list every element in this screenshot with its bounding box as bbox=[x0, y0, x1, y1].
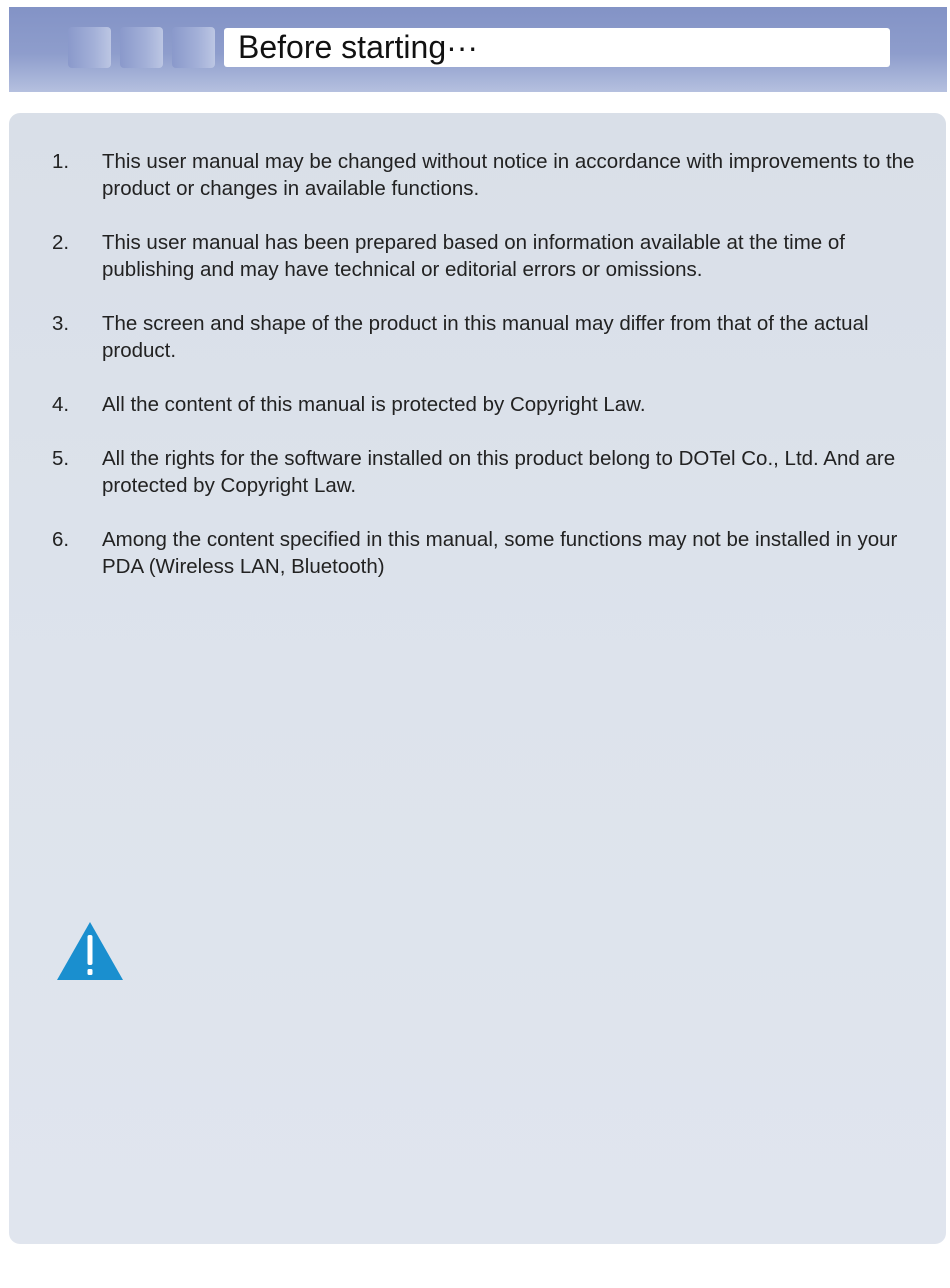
decorative-square-icon bbox=[172, 27, 215, 68]
warning-triangle-icon bbox=[55, 919, 125, 983]
notice-item bbox=[52, 526, 922, 580]
notice-number: 6. bbox=[52, 528, 70, 551]
content-panel bbox=[9, 113, 946, 1244]
notice-text: All the content of this manual is protected by Copyright Law. bbox=[102, 393, 646, 416]
decorative-square-icon bbox=[120, 27, 163, 68]
title-box bbox=[224, 28, 890, 67]
page-title: Before starting··· bbox=[238, 29, 479, 65]
notice-text: Among the content specified in this manual, some functions may not be installed in your PDA (Wireless LAN, Bluetooth) bbox=[102, 528, 898, 578]
notice-item bbox=[52, 445, 922, 499]
notice-item bbox=[52, 391, 922, 418]
notice-number: 3. bbox=[52, 312, 70, 335]
notice-list bbox=[52, 148, 922, 607]
notice-number: 4. bbox=[52, 393, 70, 416]
notice-number: 2. bbox=[52, 231, 70, 254]
notice-item bbox=[52, 148, 922, 202]
notice-text: This user manual has been prepared based on information available at the time of publishing and may have technical or editorial errors or omissions. bbox=[102, 231, 846, 281]
notice-number: 5. bbox=[52, 447, 70, 470]
header-band bbox=[9, 7, 947, 92]
notice-text: All the rights for the software installed on this product belong to DOTel Co., Ltd. And are protected by Copyright Law. bbox=[102, 447, 896, 497]
notice-text: This user manual may be changed without notice in accordance with improvements to the product or changes in available functions. bbox=[102, 150, 915, 200]
decorative-square-icon bbox=[68, 27, 111, 68]
notice-item bbox=[52, 229, 922, 283]
notice-number: 1. bbox=[52, 150, 70, 173]
notice-text: The screen and shape of the product in this manual may differ from that of the actual product. bbox=[102, 312, 869, 362]
notice-item bbox=[52, 310, 922, 364]
